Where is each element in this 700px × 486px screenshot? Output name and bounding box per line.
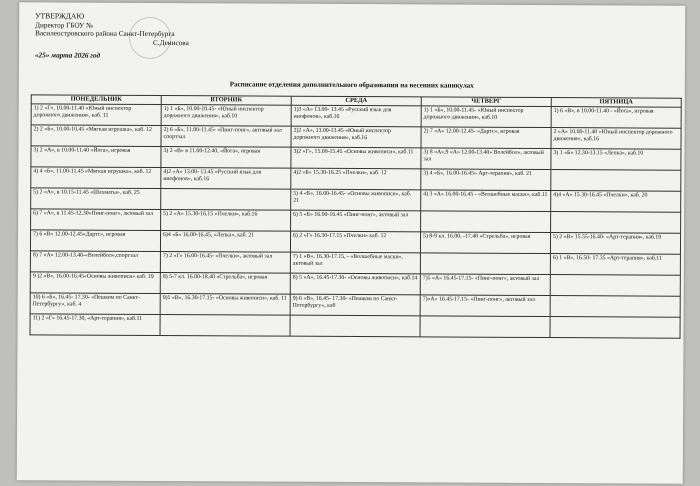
table-cell: 6) 1 «В», 16.50- 17.35 «Арт-терапия», каб.11 bbox=[550, 254, 680, 276]
table-cell: 2)2 «А», 13.00-13.45 «Юный инспектор дорожного движения», каб.16 bbox=[291, 126, 421, 148]
table-cell: 3)2 «Г», 15.00-15.45 «Основы живописи», каб.11 bbox=[291, 147, 421, 169]
table-cell: 5) 4 «Б», 16.00-16.45- «Основы живописи», каб. 21 bbox=[291, 189, 421, 211]
table-cell: 3) 1 «Б» 12.30-13.15 «Лепка», каб.10 bbox=[551, 149, 681, 171]
table-cell bbox=[551, 212, 681, 234]
table-cell: 7) 1 «В», 16.30-17.15, - «Волшебные маски», актовый зал bbox=[290, 252, 420, 274]
approval-position: Директор ГБОУ № bbox=[35, 20, 93, 30]
table-cell: 2 «А» 10.00-11.40 «Юный инспектор дорожного движения», каб.16 bbox=[551, 128, 681, 150]
table-cell: 3) 2 «А», в 10.00-11.40 «Йога», игровая bbox=[31, 146, 161, 168]
table-cell: 3) 8 «А»,9 «А» 12.00-13.40» Волейбол», актовый зал bbox=[421, 148, 551, 170]
table-cell: 4) 3 «А» 16.00-16.45 - «Волшебные маски», каб.11 bbox=[421, 190, 551, 212]
schedule-table bbox=[30, 94, 682, 338]
approval-block bbox=[35, 12, 189, 61]
table-cell: 3) 2 «В» в 11.00-12.40, «Йога», игровая bbox=[161, 147, 291, 169]
table-cell: 4)2 «Б» 15.30-16.25 «Пчелки», каб. 12 bbox=[291, 168, 421, 190]
table-cell bbox=[550, 317, 680, 339]
day-header-friday: ПЯТНИЦА bbox=[551, 98, 681, 108]
table-cell: 6) 7 «А», в 11.45-12.30«Пинг-понг», актовый зал bbox=[31, 209, 161, 231]
table-cell: 4)4 «А» 15.30-16.45 «Пчелки», каб. 20 bbox=[551, 191, 681, 213]
table-cell: 11) 2 «Г» 16.45-17.30, «Арт-терапия», каб.11 bbox=[30, 314, 160, 336]
table-cell bbox=[550, 296, 680, 318]
table-cell: 1) 6 «В», в 10.00-11.40 - «Йога», игровая bbox=[551, 107, 681, 129]
table-cell: 2) 2 «Б», 10.00-10.45 «Мягкая игрушка», каб. 12 bbox=[31, 125, 161, 147]
table-cell: 7) 2 «Г» 16.00-16.45- «Пчелки», актовый зал bbox=[160, 252, 290, 274]
table-cell bbox=[420, 316, 550, 338]
table-cell: 9 )2 «В», 16.00-16.45«Основы живописи» каб. 19 bbox=[30, 272, 160, 294]
table-cell bbox=[160, 315, 290, 337]
approval-signature: С.Денисова bbox=[153, 38, 189, 47]
approval-date: «25» марта 2026 год bbox=[34, 51, 101, 61]
approval-org: Василеостровского района Санкт-Петербурга bbox=[35, 29, 175, 39]
table-cell: 6) 5 «Б» 16.00-16.45 «Пинг-понг», актовый зал bbox=[291, 210, 421, 232]
table-cell: 5) 2 «В» 15.55-16.40- «Арт-терапия», каб.19 bbox=[550, 233, 680, 255]
table-cell: 8) 5 «А», 16.45-17.30- «Основы живописи», каб.14 bbox=[290, 273, 420, 295]
table-cell: 1)3 «А» 13.00- 13.45 «Русский язык для инофонов», каб.16 bbox=[291, 105, 421, 127]
table-cell: 8) 5-7 кл. 16.00-18.40 «Стрельба», игровая bbox=[160, 273, 290, 295]
table-cell: 1) 2 «Г», 10.00-11.40 «Юный инспектор дорожного движения», каб. 11 bbox=[31, 104, 161, 126]
table-cell: 6) 2 «Г» 16.30-17.15 «Пчелки» каб. 12 bbox=[290, 231, 420, 253]
table-cell bbox=[550, 275, 680, 297]
table-cell: 2) 6 «Б», 11.00-11.45- «Пинг-понг», актовый зал спортзал bbox=[161, 126, 291, 148]
table-cell: 5) 2 «А», в 10.15-11.45 «Шахматы», каб. 25 bbox=[31, 188, 161, 210]
table-row bbox=[30, 314, 680, 338]
day-header-wednesday: СРЕДА bbox=[291, 96, 421, 106]
table-cell bbox=[161, 189, 291, 211]
table-cell: 5) 8-9 кл. 16.00. -17.40 «Стрельба», игровая bbox=[420, 232, 550, 254]
table-cell: 1) 1 «Б», 10.00-11.45- «Юный инспектор дорожного движения», каб.10 bbox=[421, 106, 551, 128]
table-cell: 7)»А» 16.45-17.15- «Пинг-понг», актовый зал bbox=[420, 295, 550, 317]
table-cell: 1) 1 «Б», 10.00-10.45- «Юный инспектор дорожного движения», каб.10 bbox=[161, 105, 291, 127]
table-cell bbox=[420, 253, 550, 275]
table-cell: 4) 4 «Б», 11.00-11.45 «Мягкая игрушка», каб. 12 bbox=[31, 167, 161, 189]
table-cell: 9)1 «В», 16.30-17.15- «Основы живописи», каб. 11 bbox=[160, 294, 290, 316]
day-header-thursday: ЧЕТВЕРГ bbox=[421, 97, 551, 107]
schedule-title: Расписание отделения дополнительного образования на весенних каникулах bbox=[229, 80, 474, 90]
table-cell: 5) 2 «А» 15.30-16.15 «Пчелки», каб.16 bbox=[161, 210, 291, 232]
table-cell: 7)5 «А» 16.45-17.15- «Пинг-понг», актовый зал bbox=[420, 274, 550, 296]
table-cell: 8) 7 «А» 12.00-13.40-«Волейбол»,спортзал bbox=[30, 251, 160, 273]
table-cell: 3) 4 «Б», 16.00-16.45» Арт-терапия», каб. 21 bbox=[421, 169, 551, 191]
approval-title: УТВЕРЖДАЮ bbox=[35, 11, 85, 21]
table-cell: 6)4 «Б» 16.00-16.45, «Лепка», каб. 21 bbox=[160, 231, 290, 253]
table-cell bbox=[421, 211, 551, 233]
table-cell bbox=[290, 315, 420, 337]
table-cell: 4)2 «А» 13.00- 13.45 «Русский язык для инофонов», каб.16 bbox=[161, 168, 291, 190]
table-cell: 2) 7 «А» 12.00-12.45- «Дартс», игровая bbox=[421, 127, 551, 149]
table-cell: 9) 6 «В», 16.45- 17.30- «Пешком по Санкт-Петербургу», каб bbox=[290, 294, 420, 316]
day-header-monday: ПОНЕДЕЛЬНИК bbox=[31, 95, 161, 105]
day-header-tuesday: ВТОРНИК bbox=[161, 96, 291, 106]
table-cell: 10) 6 «Б», 16.45- 17.30- «Пешком по Санкт-Петербургу», каб. 4 bbox=[30, 293, 160, 315]
table-cell: 7) 6 «В» 12.00-12.45«Дартс», игровая bbox=[30, 230, 160, 252]
document-sheet bbox=[17, 2, 685, 483]
table-cell bbox=[551, 170, 681, 192]
